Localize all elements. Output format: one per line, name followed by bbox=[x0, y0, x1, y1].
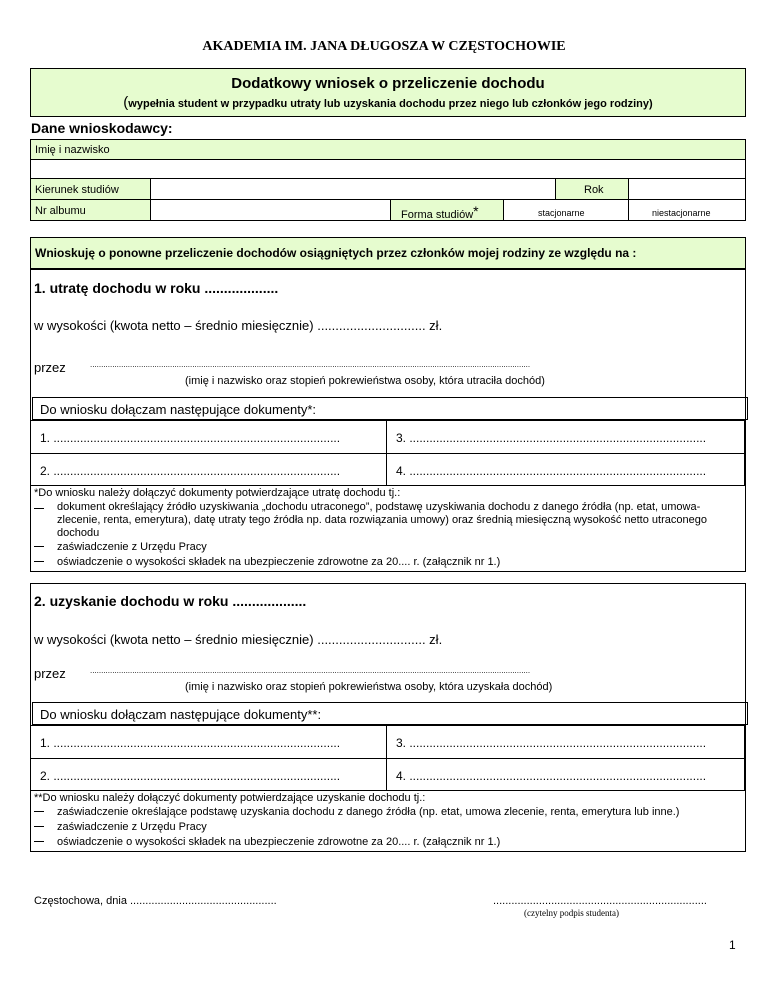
gain-note-item-3: oświadczenie o wysokości składek na ubezpieczenie zdrowotne za 20.... r. (załącznik nr 1.) bbox=[57, 836, 501, 848]
request-intro: Wnioskuję o ponowne przeliczenie dochodów osiągniętych przez członków mojej rodziny ze względu na : bbox=[35, 246, 637, 260]
signature-line[interactable]: ...................................................................... bbox=[493, 895, 707, 907]
year-label: Rok bbox=[584, 184, 604, 196]
name-label-cell bbox=[31, 140, 745, 159]
signature-hint: (czytelny podpis studenta) bbox=[524, 908, 619, 918]
gain-heading: 2. uzyskanie dochodu w roku ................... bbox=[34, 593, 307, 609]
gain-doc-3[interactable]: 3. ......................................................................................... bbox=[396, 736, 707, 750]
album-label: Nr albumu bbox=[35, 205, 86, 217]
loss-note-item-2: zaświadczenie z Urzędu Pracy bbox=[57, 541, 207, 553]
gain-note-item-1: zaświadczenie określające podstawę uzyskania dochodu z danego źródła (np. etat, umowa zlecenie, renta, emerytura lub inne.) bbox=[57, 806, 680, 818]
loss-by-hint: (imię i nazwisko oraz stopień pokrewieństwa osoby, która utraciła dochód) bbox=[185, 375, 545, 387]
gain-note-item-2: zaświadczenie z Urzędu Pracy bbox=[57, 821, 207, 833]
gain-by-hint: (imię i nazwisko oraz stopień pokrewieństwa osoby, która uzyskała dochód) bbox=[185, 681, 553, 693]
loss-doc-3[interactable]: 3. ......................................................................................... bbox=[396, 431, 707, 445]
loss-note-item-3: oświadczenie o wysokości składek na ubezpieczenie zdrowotne za 20.... r. (załącznik nr 1.) bbox=[57, 556, 501, 568]
loss-by-label: przez bbox=[34, 360, 66, 375]
year-input[interactable] bbox=[629, 179, 745, 198]
field-of-study-input[interactable] bbox=[151, 179, 555, 198]
loss-by-dots[interactable]: ...................................................................................................................................................................................................... bbox=[90, 360, 531, 369]
loss-doc-1[interactable]: 1. ...................................................................................... bbox=[40, 431, 341, 445]
gain-amount[interactable]: w wysokości (kwota netto – średnio miesięcznie) .............................. zł. bbox=[34, 632, 443, 647]
field-of-study-label: Kierunek studiów bbox=[35, 184, 119, 196]
loss-doc-4[interactable]: 4. ......................................................................................... bbox=[396, 464, 707, 478]
album-input[interactable] bbox=[151, 200, 390, 220]
loss-note-item-1: dokument określający źródło uzyskiwania „dochodu utraconego”, podstawę uzyskiwania dochodu z danego źródła (np. etat, umowa-zlecenie, renta, emerytura), datę utraty tego źródła np. data rozwiązania umowy) oraz średnią miesięczną wysokość netto utraconego dochodu bbox=[57, 501, 707, 539]
loss-docs-title: Do wniosku dołączam następujące dokumenty*: bbox=[40, 402, 317, 417]
university-name: AKADEMIA IM. JANA DŁUGOSZA W CZĘSTOCHOWIE bbox=[202, 39, 566, 54]
gain-doc-1[interactable]: 1. ...................................................................................... bbox=[40, 736, 341, 750]
loss-note-title: *Do wniosku należy dołączyć dokumenty potwierdzające utratę dochodu tj.: bbox=[34, 487, 401, 499]
loss-doc-2[interactable]: 2. ...................................................................................... bbox=[40, 464, 341, 478]
gain-doc-2[interactable]: 2. ...................................................................................... bbox=[40, 769, 341, 783]
study-form-text: Forma studiów bbox=[401, 209, 474, 221]
place-date[interactable]: Częstochowa, dnia ................................................ bbox=[34, 895, 277, 907]
full-time-option[interactable]: stacjonarne bbox=[538, 208, 585, 218]
gain-docs-title: Do wniosku dołączam następujące dokumenty**: bbox=[40, 707, 322, 722]
name-label: Imię i nazwisko bbox=[35, 144, 110, 156]
form-title: Dodatkowy wniosek o przeliczenie dochodu bbox=[231, 75, 545, 92]
name-input[interactable] bbox=[31, 160, 745, 178]
study-form-label bbox=[401, 203, 479, 221]
gain-by-dots[interactable]: ...................................................................................................................................................................................................... bbox=[90, 666, 531, 675]
form-subtitle bbox=[30, 94, 746, 111]
applicant-section-title: Dane wnioskodawcy: bbox=[31, 120, 173, 136]
gain-doc-4[interactable]: 4. ......................................................................................... bbox=[396, 769, 707, 783]
part-time-option[interactable]: niestacjonarne bbox=[652, 208, 711, 218]
gain-by-label: przez bbox=[34, 666, 66, 681]
gain-note-title: **Do wniosku należy dołączyć dokumenty potwierdzające uzyskanie dochodu tj.: bbox=[34, 792, 426, 804]
study-form-star: * bbox=[473, 203, 479, 219]
loss-heading: 1. utratę dochodu w roku ................... bbox=[34, 280, 279, 296]
loss-amount[interactable]: w wysokości (kwota netto – średnio miesięcznie) .............................. zł. bbox=[34, 318, 443, 333]
subtitle-text: wypełnia student w przypadku utraty lub uzyskania dochodu przez niego lub członków jego rodziny) bbox=[128, 98, 653, 110]
subtitle-paren: ( bbox=[123, 94, 129, 111]
page-number: 1 bbox=[729, 938, 736, 952]
